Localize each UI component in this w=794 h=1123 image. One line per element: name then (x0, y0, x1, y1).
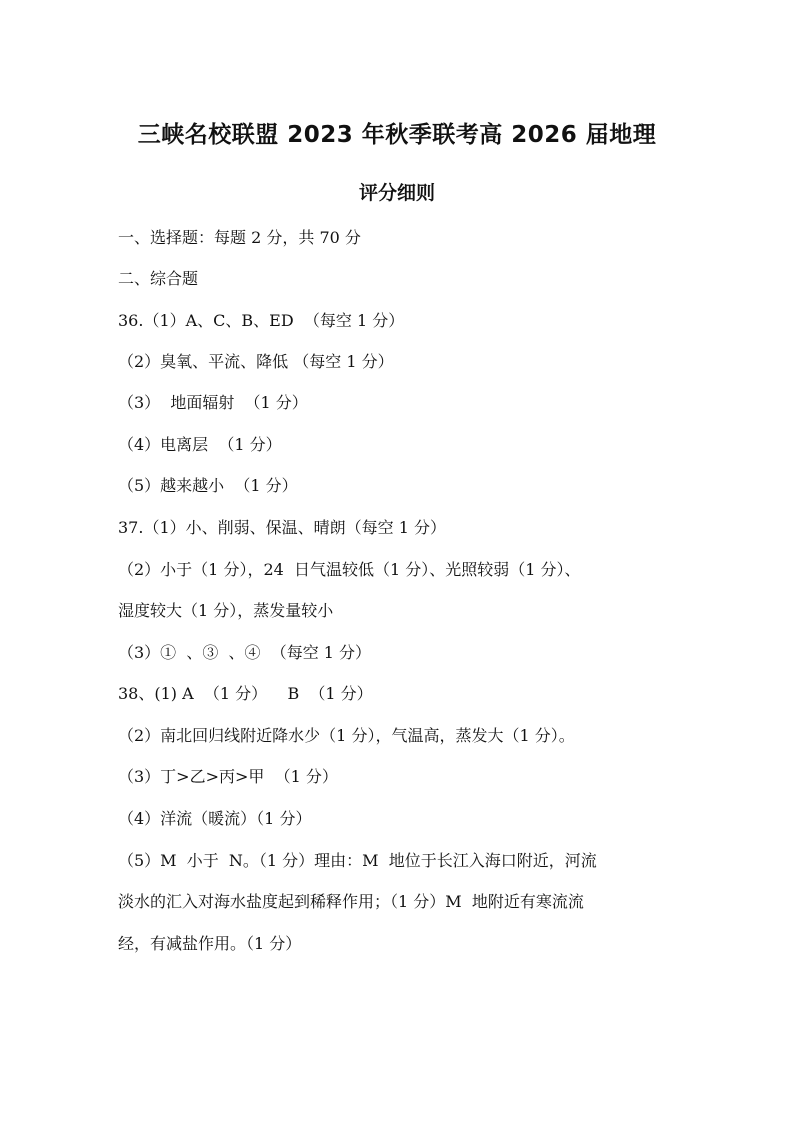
answer-36-part-4: （4）电离层 （1 分） (118, 435, 282, 454)
answer-38-part-5-continued: 淡水的汇入对海水盐度起到稀释作用；（1 分）M 地附近有寒流流 (118, 892, 584, 911)
answer-38-part-5: （5）M 小于 N。（1 分）理由：M 地位于长江入海口附近，河流 (118, 851, 597, 870)
section-choice-questions: 一、选择题：每题 2 分，共 70 分 (118, 228, 361, 247)
section-comprehensive-questions: 二、综合题 (118, 269, 199, 288)
answer-38-part-1: 38、(1) A （1 分） B （1 分） (118, 684, 373, 703)
answer-38-part-2: （2）南北回归线附近降水少（1 分），气温高，蒸发大（1 分）。 (118, 726, 575, 745)
answer-37-part-2: （2）小于（1 分），24 日气温较低（1 分）、光照较弱（1 分）、 (118, 560, 581, 579)
answer-36-part-5: （5）越来越小 （1 分） (118, 476, 298, 495)
page-subtitle: 评分细则 (358, 182, 435, 204)
answer-37-part-1: 37.（1）小、削弱、保温、晴朗（每空 1 分） (118, 518, 446, 537)
answer-38-part-3: （3）丁>乙>丙>甲 （1 分） (118, 767, 338, 786)
answer-37-part-3: （3）① 、③ 、④ （每空 1 分） (118, 643, 372, 662)
answer-36-part-1: 36.（1）A、C、B、ED （每空 1 分） (118, 311, 405, 330)
answer-38-part-4: （4）洋流（暖流）（1 分） (118, 809, 312, 828)
answer-36-part-3: （3） 地面辐射 （1 分） (118, 393, 308, 412)
answer-36-part-2: （2）臭氧、平流、降低 （每空 1 分） (118, 352, 394, 371)
page-title: 三峡名校联盟 2023 年秋季联考高 2026 届地理 (137, 122, 657, 148)
answer-38-part-5-end: 经，有减盐作用。（1 分） (118, 934, 302, 953)
answer-37-part-2-continued: 湿度较大（1 分），蒸发量较小 (118, 601, 334, 620)
